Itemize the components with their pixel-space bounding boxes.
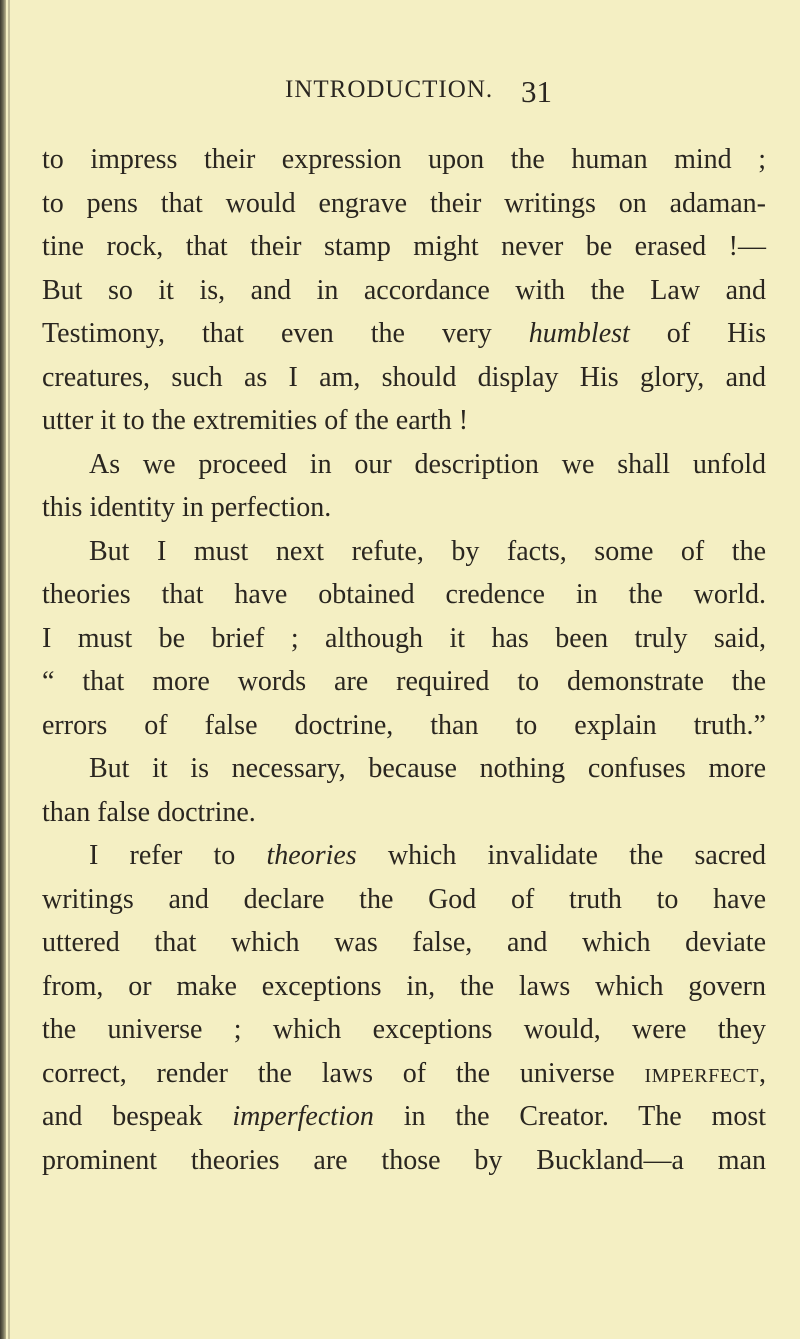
page-binding-shadow xyxy=(8,0,10,1339)
text-line: “ that more words are required to demonstrate the xyxy=(42,666,766,697)
text-line: I refer to theories which invalidate the sacred xyxy=(89,840,766,871)
body-text xyxy=(42,138,766,1182)
emphasis: theories xyxy=(266,840,357,871)
text-line: than false doctrine. xyxy=(42,796,256,828)
text-line: I must be brief ; although it has been truly said, xyxy=(42,622,766,654)
page-header xyxy=(0,72,800,116)
text-line: uttered that which was false, and which deviate xyxy=(42,927,766,958)
text-line: utter it to the extremities of the earth ! xyxy=(42,405,469,436)
text-line: the universe ; which exceptions would, were they xyxy=(42,1014,766,1045)
small-caps-word: imperfect xyxy=(644,1057,759,1089)
text-line: this identity in perfection. xyxy=(42,492,332,523)
page-binding-edge xyxy=(0,0,6,1339)
emphasis: humblest xyxy=(528,318,630,349)
text-line: As we proceed in our description we shall unfold xyxy=(89,448,766,480)
text-line: errors of false doctrine, than to explain truth.” xyxy=(42,709,766,741)
text-line: and bespeak imperfection in the Creator. The most xyxy=(42,1101,767,1132)
page-number: 31 xyxy=(521,74,552,109)
text-line: prominent theories are those by Buckland—a man xyxy=(42,1144,766,1176)
text-line: But it is necessary, because nothing confuses more xyxy=(89,753,766,784)
text-line: from, or make exceptions in, the laws which govern xyxy=(42,970,766,1002)
text-line: writings and declare the God of truth to have xyxy=(42,883,766,915)
text-line: Testimony, that even the very humblest of His xyxy=(42,318,766,349)
text-line: But so it is, and in accordance with the Law and xyxy=(42,274,766,306)
text-line: to pens that would engrave their writings on adaman- xyxy=(42,187,766,219)
text-line: creatures, such as I am, should display His glory, and xyxy=(42,361,766,393)
text-line: But I must next refute, by facts, some of the xyxy=(89,535,766,567)
running-head: INTRODUCTION. xyxy=(285,76,494,103)
emphasis: imperfection xyxy=(232,1101,374,1132)
text-line: theories that have obtained credence in the world. xyxy=(42,579,766,610)
text-line: to impress their expression upon the human mind ; xyxy=(42,144,766,175)
text-line: correct, render the laws of the universe imperfect, xyxy=(42,1057,766,1089)
text-line: tine rock, that their stamp might never be erased !— xyxy=(42,231,766,262)
